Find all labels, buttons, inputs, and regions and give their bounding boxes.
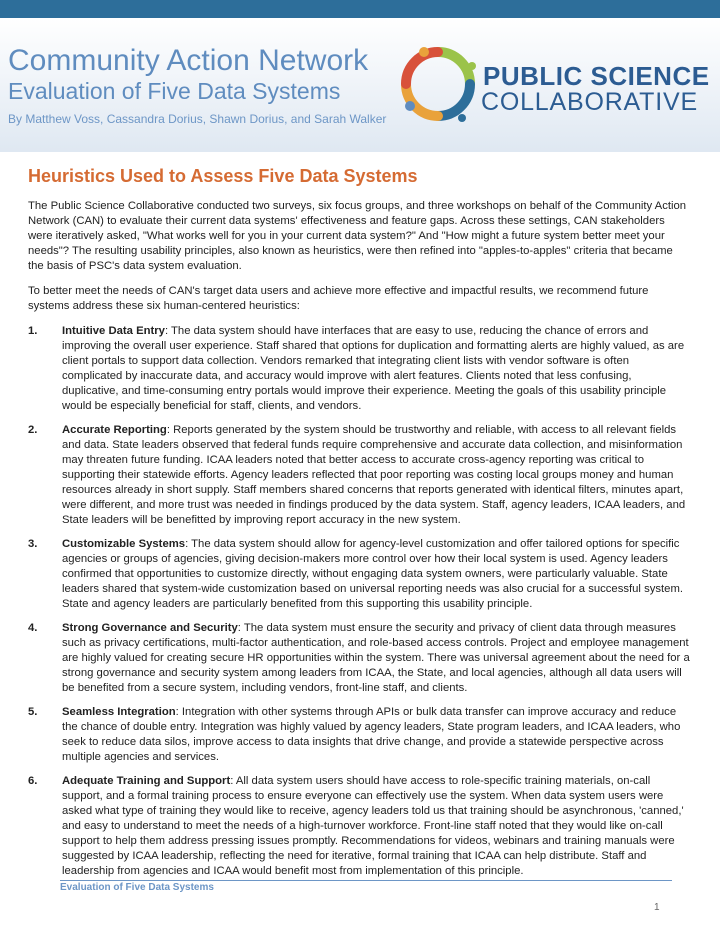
item-title: Adequate Training and Support bbox=[62, 775, 231, 787]
item-title: Strong Governance and Security bbox=[62, 622, 238, 634]
list-item bbox=[28, 705, 690, 765]
psc-logo-icon bbox=[398, 44, 478, 124]
item-text: : All data system users should have access to role-specific training materials, on-call support, and a formal training process to ensure everyone can effectively use the system. When data system users were asked what type of training they would like to receive, agency leaders told us that training should be asynchronous, 'canned,' and easy to understand to meet the needs of a high-turnover workforce. Front-line staff noted that they would like on-call support to help them address pressing issues promptly. Recommendations for videos, webinars and training manuals were suggested by ICAA leadership, reflecting the need for iterative, formal training that ICAA can help distribute. Staff and leadership from agencies and ICAA would benefit most from implementation of this principle. bbox=[62, 775, 684, 877]
top-color-bar bbox=[0, 0, 720, 18]
page-number: 1 bbox=[654, 902, 660, 913]
lead-paragraph: To better meet the needs of CAN's target data users and achieve more effective and impactful results, we recommend future systems address these six human-centered heuristics: bbox=[28, 285, 649, 312]
document-title: Community Action Network bbox=[8, 44, 369, 77]
item-text: : The data system should have interfaces that are easy to use, reducing the chance of errors and improving the overall user experience. Staff shared that options for duplication and formatting alerts are highly valued, as are client portals to support data collection. Vendors remarked that integrating client lists with vendor software is often complicated by inaccurate data, and accuracy would improve with alert features. Clients noted that less confusing, duplicative, and time-consuming entry portals would improve their experience. Meeting the goals of this usability principle would be especially beneficial for staff, clients, and vendors. bbox=[62, 325, 685, 412]
main-content bbox=[28, 166, 690, 888]
document-subtitle: Evaluation of Five Data Systems bbox=[8, 78, 341, 104]
section-heading: Heuristics Used to Assess Five Data Systems bbox=[28, 166, 418, 186]
logo-text-line1: PUBLIC SCIENCE bbox=[483, 61, 710, 91]
item-text: : The data system must ensure the security and privacy of client data through measures such as privacy certifications, multi-factor authentication, and role-based access controls. Project and employee management are highly valued for creating secure HR opportunities within the system. There was universal agreement about the need for a strong governance and security system among leaders from ICAA, the State, and local agencies, although all data users will be benefited from a secure system, including vendors, front-line staff, and clients. bbox=[62, 622, 690, 694]
item-number: 6. bbox=[28, 775, 38, 787]
footer-divider bbox=[60, 880, 672, 881]
item-title: Seamless Integration bbox=[62, 706, 176, 718]
list-item bbox=[28, 324, 690, 414]
list-item bbox=[28, 537, 690, 612]
footer-label: Evaluation of Five Data Systems bbox=[60, 882, 214, 893]
item-title: Accurate Reporting bbox=[62, 424, 167, 436]
author-line: By Matthew Voss, Cassandra Dorius, Shawn Dorius, and Sarah Walker bbox=[8, 112, 387, 126]
item-number: 4. bbox=[28, 622, 38, 634]
logo-text-line2: COLLABORATIVE bbox=[481, 88, 698, 116]
item-text: : Reports generated by the system should be trustworthy and reliable, with access to all relevant fields and data. State leaders observed that federal funds require comprehensive and accurate data collection, and misinformation may threaten future funding. ICAA leaders noted that better access to accurate cross-agency reporting was critical to supporting their statewide efforts. Agency leaders reflected that poor reporting was costing local groups money and human resources already in short supply. Staff members shared concerns that reports generated with identical filters, minutes apart, were different, and more trust was needed in findings produced by the data system. Staff, agency leaders, ICAA leaders, and State leaders will be benefitted by improving report accuracy in the new system. bbox=[62, 424, 686, 526]
item-number: 3. bbox=[28, 538, 38, 550]
item-text: : Integration with other systems through APIs or bulk data transfer can improve accuracy and reduce the chance of double entry. Integration was highly valued by agency leaders, State program leaders, and ICAA leaders, who seek to reduce data silos, improve access to data insights that drive change, and provide a statewide perspective across multiple agencies and services. bbox=[62, 706, 681, 763]
list-item bbox=[28, 621, 690, 696]
list-item bbox=[28, 423, 690, 528]
intro-paragraph: The Public Science Collaborative conducted two surveys, six focus groups, and three workshops on behalf of the Community Action Network (CAN) to evaluate their current data systems' effectiveness and feature gaps. Across these settings, CAN stakeholders were iteratively asked, "What works well for you in your current data system?" And "How might a future system better meet your needs"? The resulting usability principles, also known as heuristics, were then refined into "apples-to-apples" criteria that became the basis of PSC's data system evaluation. bbox=[28, 200, 687, 272]
item-title: Intuitive Data Entry bbox=[62, 325, 165, 337]
heuristics-list bbox=[28, 324, 690, 879]
item-title: Customizable Systems bbox=[62, 538, 186, 550]
list-item bbox=[28, 774, 690, 879]
item-number: 1. bbox=[28, 325, 38, 337]
item-number: 2. bbox=[28, 424, 38, 436]
item-text: : The data system should allow for agency-level customization and offer tailored options for specific agencies or groups of agencies, giving decision-makers more control over how their local system is used. Agency leaders confirmed that opportunities to customize directly, without engaging data system owners, were particularly valuable. State leaders shared that system-wide customization based on universal reporting needs was also crucial for a successful system. State and agency leaders are particularly benefited from this supporting this usability principle. bbox=[62, 538, 683, 610]
item-number: 5. bbox=[28, 706, 38, 718]
